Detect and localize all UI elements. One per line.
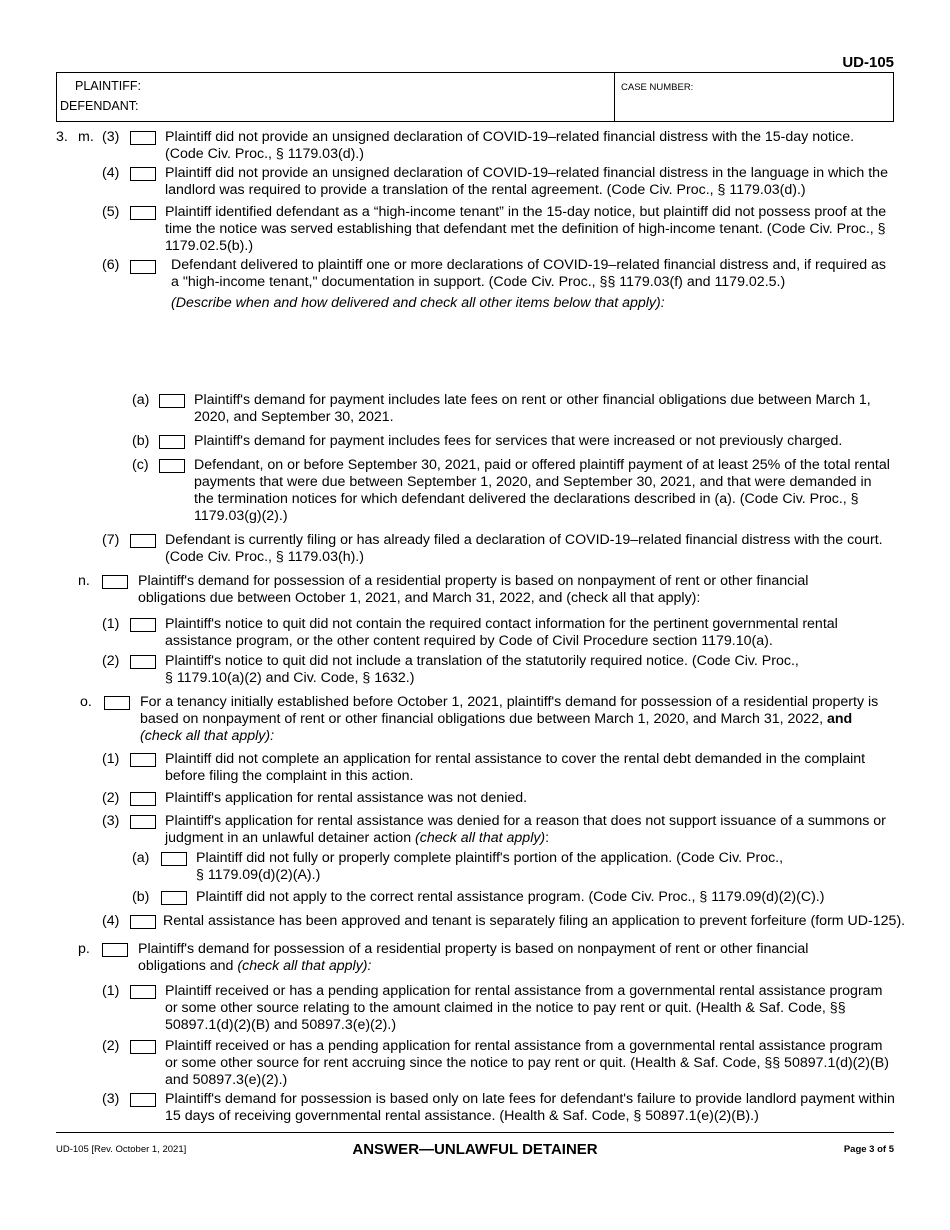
footer-revision: UD-105 [Rev. October 1, 2021] [56,1144,187,1155]
footer-title: ANSWER—UNLAWFUL DETAINER [352,1141,598,1158]
item-p3-text: Plaintiff's demand for possession is based only on late fees for defendant's failure to provide landlord payment within 15 days of receiving governmental rental assistance. (Health & Saf. Code, § 50897.1(e)(2)(B).) [165,1091,895,1124]
item-o2-number: (2) [102,790,120,806]
item-o3-text [165,813,890,847]
item-o1-text: Plaintiff did not complete an application for rental assistance to cover the rental debt demanded in the complaint before filing the complaint in this action. [165,751,866,784]
item-p1-number: (1) [102,983,120,999]
item-m6-description-area[interactable] [171,316,891,386]
item-o3-text-italic: (check all that apply) [415,830,546,846]
plaintiff-label: PLAINTIFF: [75,79,141,93]
item-o3-text-end: : [545,830,550,846]
item-m6-instruction: (Describe when and how delivered and check all other items below that apply): [171,295,665,311]
item-m6b-text: Plaintiff's demand for payment includes fees for services that were increased or not previously charged. [194,433,843,449]
item-o3a-text: Plaintiff did not fully or properly complete plaintiff's portion of the application. (Code Civ. Proc., § 1179.09(d)(2)(A).) [196,850,784,883]
item-p-checkbox[interactable] [102,943,128,957]
item-o-text-main: For a tenancy initially established before October 1, 2021, plaintiff's demand for possession of a residential property is based on nonpayment of rent or other financial obligations due between March 1, 2020, and March 31, 2022, [140,694,879,727]
item-p3-checkbox[interactable] [130,1093,156,1107]
item-n1-number: (1) [102,616,120,632]
section-number: 3. [56,129,68,145]
item-o-text [140,694,895,745]
item-m6a-number: (a) [132,392,150,408]
item-p2-text: Plaintiff received or has a pending application for rental assistance from a governmental rental assistance program or some other source for rent accruing since the notice to pay rent or quit. (Health & Saf. Code, §§ 50897.1(d)(2)(B) and 50897.3(e)(2).) [165,1038,889,1088]
item-m6-number: (6) [102,257,120,273]
item-p-text-italic: (check all that apply): [237,958,372,974]
item-o4-text: Rental assistance has been approved and tenant is separately filing an application to prevent forfeiture (form UD-125). [163,913,906,929]
item-p2-checkbox[interactable] [130,1040,156,1054]
item-m6-text: Defendant delivered to plaintiff one or more declarations of COVID-19–related financial distress and, if required as a "high-income tenant," documentation in support. (Code Civ. Proc., §§ 1179.03(f) and 1179.02.5.) [171,257,887,290]
item-o3-text-main: Plaintiff's application for rental assistance was denied for a reason that does not support issuance of a summons or judgment in an unlawful detainer action [165,813,886,846]
item-p2-number: (2) [102,1038,120,1054]
item-o1-number: (1) [102,751,120,767]
item-m5-number: (5) [102,204,120,220]
item-o2-text: Plaintiff's application for rental assistance was not denied. [165,790,528,806]
item-n2-number: (2) [102,653,120,669]
item-n-checkbox[interactable] [102,575,128,589]
item-m6b-checkbox[interactable] [159,435,185,449]
item-m6-checkbox[interactable] [130,260,156,274]
case-number-label: CASE NUMBER: [621,82,694,93]
item-m6b-number: (b) [132,433,150,449]
item-o1-checkbox[interactable] [130,753,156,767]
item-m6a-checkbox[interactable] [159,394,185,408]
item-o3b-checkbox[interactable] [161,891,187,905]
item-m4-checkbox[interactable] [130,167,156,181]
item-o-text-italic: (check all that apply): [140,728,275,744]
item-n1-text: Plaintiff's notice to quit did not contain the required contact information for the pertinent governmental rental assistance program, or the other content required by Code of Civil Procedure section 1179.10(a). [165,616,838,649]
item-m3-text: Plaintiff did not provide an unsigned declaration of COVID-19–related financial distress with the 15-day notice. (Code Civ. Proc., § 1179.03(d).) [165,129,855,162]
form-id: UD-105 [842,54,894,71]
footer-page-number: Page 3 of 5 [843,1144,894,1155]
item-m6a-text: Plaintiff's demand for payment includes late fees on rent or other financial obligations due between March 1, 2020, and September 30, 2021. [194,392,871,425]
item-p-text [138,941,878,975]
item-o-text-bold: and [826,711,853,727]
item-m6c-text: Defendant, on or before September 30, 2021, paid or offered plaintiff payment of at least 25% of the total rental payments that were due between September 1, 2020, and September 30, 2021, and that were demanded in the termination notices for which defendant delivered the declarations described in (a). (Code Civ. Proc., § 1179.03(g)(2).) [194,457,890,524]
item-m5-text: Plaintiff identified defendant as a “high-income tenant” in the 15-day notice, but plaintiff did not possess proof at the time the notice was served establishing that defendant met the definition of high-income tenant. (Code Civ. Proc., § 1179.02.5(b).) [165,204,887,254]
item-o3a-checkbox[interactable] [161,852,187,866]
item-m3-number: (3) [102,129,120,145]
item-n-letter: n. [78,573,90,589]
item-m7-checkbox[interactable] [130,534,156,548]
item-o3-number: (3) [102,813,120,829]
item-m7-text: Defendant is currently filing or has already filed a declaration of COVID-19–related financial distress with the court. (Code Civ. Proc., § 1179.03(h).) [165,532,883,565]
item-o-checkbox[interactable] [104,696,130,710]
item-o3b-text: Plaintiff did not apply to the correct rental assistance program. (Code Civ. Proc., § 1179.09(d)(2)(C).) [196,889,825,905]
item-o3b-number: (b) [132,889,150,905]
item-o2-checkbox[interactable] [130,792,156,806]
item-n-text: Plaintiff's demand for possession of a residential property is based on nonpayment of rent or other financial obligations due between October 1, 2021, and March 31, 2022, and (check all that apply): [138,573,809,606]
item-p-text-main: Plaintiff's demand for possession of a residential property is based on nonpayment of rent or other financial obligations and [138,941,809,974]
item-o4-number: (4) [102,913,120,929]
item-p-letter: p. [78,941,90,957]
item-n1-checkbox[interactable] [130,618,156,632]
item-o4-checkbox[interactable] [130,915,156,929]
item-p1-text: Plaintiff received or has a pending application for rental assistance from a governmental rental assistance program or some other source relating to the amount claimed in the notice to pay rent or quit. (Health & Saf. Code, §§ 50897.1(d)(2)(B) and 50897.3(e)(2).) [165,983,883,1033]
item-m5-checkbox[interactable] [130,206,156,220]
caption-divider [614,72,615,122]
item-o3a-number: (a) [132,850,150,866]
item-m6c-checkbox[interactable] [159,459,185,473]
item-p1-checkbox[interactable] [130,985,156,999]
caption-box [56,72,894,122]
item-m3-checkbox[interactable] [130,131,156,145]
item-p3-number: (3) [102,1091,120,1107]
item-n2-checkbox[interactable] [130,655,156,669]
item-o-letter: o. [80,694,92,710]
footer-rule [56,1132,894,1133]
item-m4-number: (4) [102,165,120,181]
item-o3-checkbox[interactable] [130,815,156,829]
defendant-label: DEFENDANT: [60,99,139,113]
item-n2-text: Plaintiff's notice to quit did not include a translation of the statutorily required notice. (Code Civ. Proc., § 1179.10(a)(2) and Civ. Code, § 1632.) [165,653,799,686]
item-m4-text: Plaintiff did not provide an unsigned declaration of COVID-19–related financial distress in the language in which the landlord was required to provide a translation of the rental agreement. (Code Civ. Proc., § 1179.03(d).) [165,165,888,198]
item-m6c-number: (c) [132,457,149,473]
item-m7-number: (7) [102,532,120,548]
item-m-letter: m. [78,129,94,145]
